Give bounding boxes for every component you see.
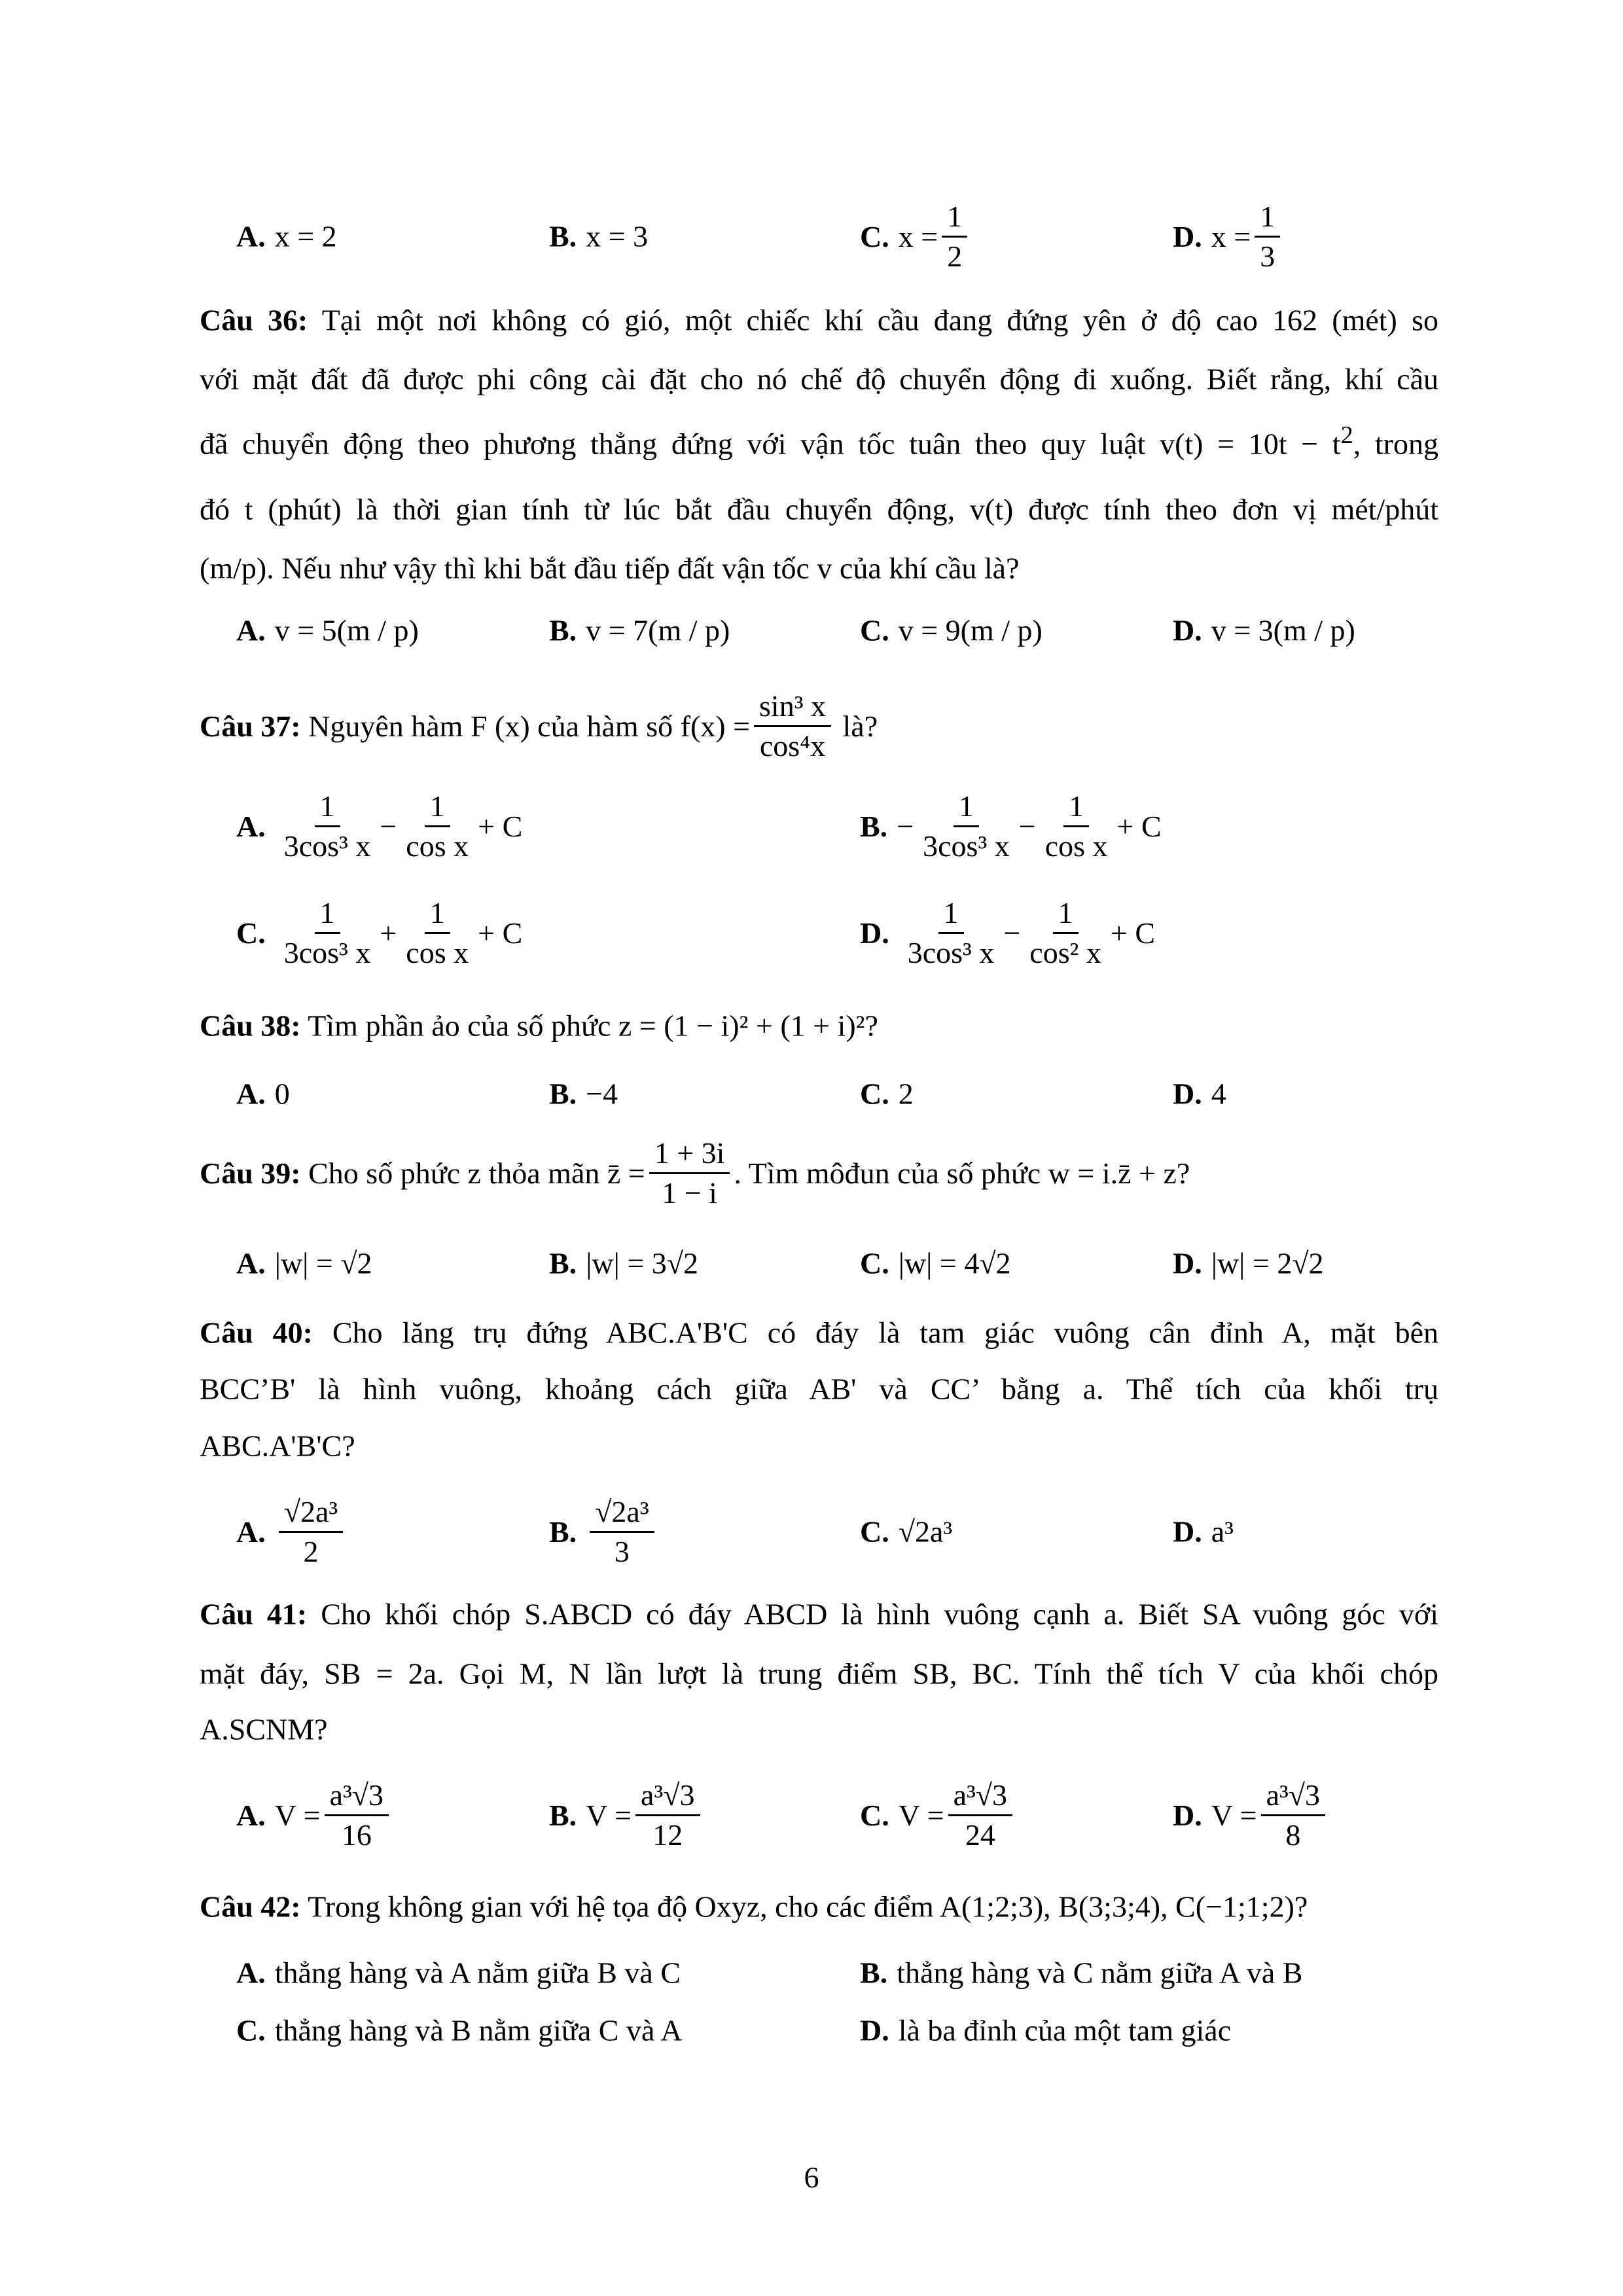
q37-option-d: D. $\frac{1}{\text{3cos³ x}}$ − $\frac{1}{\text{cos² x}}$ + C [860, 894, 1155, 971]
q36-option-d: D. v = 3(m / p) [1173, 613, 1355, 647]
q38-option-c: C. 2 [860, 1077, 914, 1111]
q40-options [200, 1492, 1438, 1571]
q36-line-5: (m/p). Nếu như vậy thì khi bắt đầu tiếp đất vận tốc v của khí cầu là? [200, 551, 1020, 585]
q36-line-4: đó t (phút) là thời gian tính từ lúc bắt đầu chuyển động, v(t) được tính theo đơn vị mét/phút [200, 492, 1438, 526]
question-number: Câu 39: [200, 1156, 301, 1190]
q37-option-b: B. − $\frac{1}{\text{3cos³ x}}$ − $\frac{1}{\text{cos x}}$ + C [860, 787, 1162, 865]
q39-option-b: B. |w| = 3√2 [549, 1246, 699, 1280]
q38-option-b: B. −4 [549, 1077, 618, 1111]
q37-options-cd [200, 893, 1438, 972]
fraction: $\frac{1}{\text{3cos³ x}}$ [918, 787, 1015, 865]
page-number: 6 [804, 2161, 819, 2194]
question-number: Câu 40: [200, 1316, 313, 1350]
q35-option-a: A. x = 2 [236, 219, 337, 253]
fraction: $\frac{1 + 3i}{1 - i}$ [649, 1134, 730, 1211]
fraction: $\frac{1}{\text{cos x}}$ [401, 787, 474, 865]
fraction: $\frac{1}{3}$ [1255, 198, 1280, 275]
q38-option-a: A. 0 [236, 1077, 290, 1111]
q37-option-a: A. $\frac{1}{\text{3cos³ x}}$ − $\frac{1}{\text{cos x}}$ + C [236, 787, 522, 865]
q36-line-3: đã chuyển động theo phương thẳng đứng với vận tốc tuân theo quy luật $v(t) = 10t - t^2$, trong [200, 422, 1438, 461]
fraction: $\frac{1}{\text{3cos³ x}}$ [279, 787, 376, 865]
q37-option-c: C. $\frac{1}{\text{3cos³ x}}$ + $\frac{1}{\text{cos x}}$ + C [236, 894, 522, 971]
fraction: $\frac{\text{√2a³}}{2}$ [279, 1493, 343, 1570]
q42-option-b: B. thẳng hàng và C nằm giữa A và B [860, 1956, 1303, 1990]
q36-option-b: B. v = 7(m / p) [549, 613, 730, 647]
fraction: $\frac{\text{a³√3}}{8}$ [1261, 1776, 1325, 1854]
q39-options [200, 1244, 1438, 1283]
q35-option-c: C. x = $\frac{1}{2}$ [860, 198, 971, 275]
q41-option-b: B. V = $\frac{\text{a³√3}}{12}$ [549, 1776, 704, 1854]
fraction: $\frac{1}{2}$ [942, 198, 967, 275]
q35-options [200, 200, 1438, 272]
q42-stem: Câu 42: Trong không gian với hệ tọa độ Oxyz, cho các điểm A(1;2;3), B(3;3;4), C(−1;1;2)? [200, 1890, 1308, 1924]
q37-stem: Câu 37: Nguyên hàm F (x) của hàm số f(x) = $\frac{\text{sin³ x}}{\text{cos⁴x}}$ là? [200, 687, 1438, 764]
q39-option-c: C. |w| = 4√2 [860, 1246, 1011, 1280]
q38-stem: Câu 38: Tìm phần ảo của số phức z = (1 − i)² + (1 + i)²? [200, 1009, 878, 1043]
q42-option-d: D. là ba đỉnh của một tam giác [860, 2013, 1232, 2047]
fraction: $\frac{\text{a³√3}}{24}$ [948, 1776, 1012, 1854]
velocity-formula: $v(t) = 10t - t^2$, trong [1160, 422, 1438, 461]
fraction: $\frac{1}{\text{cos x}}$ [1040, 787, 1113, 865]
q38-option-d: D. 4 [1173, 1077, 1226, 1111]
q36-option-c: C. v = 9(m / p) [860, 613, 1043, 647]
q41-line-1: Câu 41: Cho khối chóp S.ABCD có đáy ABCD là hình vuông cạnh a. Biết SA vuông góc với [200, 1597, 1438, 1631]
q41-line-2: mặt đáy, SB = 2a. Gọi M, N lần lượt là trung điểm SB, BC. Tính thể tích V của khối chóp [200, 1657, 1438, 1691]
q39-stem: Câu 39: Cho số phức z thỏa mãn z̄ = $\frac{1 + 3i}{1 - i}$ . Tìm môđun của số phức w = i.z̄ + z? [200, 1134, 1438, 1211]
q42-option-c: C. thẳng hàng và B nằm giữa C và A [236, 2013, 683, 2047]
q40-line-3: ABC.A'B'C? [200, 1429, 355, 1463]
fraction: $\frac{1}{\text{3cos³ x}}$ [279, 894, 376, 971]
q40-line-1: Câu 40: Cho lăng trụ đứng ABC.A'B'C có đáy là tam giác vuông cân đỉnh A, mặt bên [200, 1316, 1439, 1350]
fraction: $\frac{\text{a³√3}}{16}$ [325, 1776, 389, 1854]
question-number: Câu 38: [200, 1009, 301, 1043]
q40-option-c: C. √2a³ [860, 1515, 953, 1549]
q36-options [200, 611, 1438, 650]
q39-option-d: D. |w| = 2√2 [1173, 1246, 1324, 1280]
q35-option-d: D. x = $\frac{1}{3}$ [1173, 198, 1284, 275]
q38-options [200, 1074, 1438, 1113]
q40-line-2: BCC’B' là hình vuông, khoảng cách giữa AB' và CC’ bằng a. Thể tích của khối trụ [200, 1372, 1438, 1406]
q40-option-b: B. $\frac{\text{√2a³}}{3}$ [549, 1493, 658, 1570]
q40-option-d: D. a³ [1173, 1515, 1234, 1549]
q41-option-a: A. V = $\frac{\text{a³√3}}{16}$ [236, 1776, 393, 1854]
q41-option-c: C. V = $\frac{\text{a³√3}}{24}$ [860, 1776, 1016, 1854]
question-number: Câu 42: [200, 1890, 301, 1924]
q41-options [200, 1776, 1438, 1854]
fraction: $\frac{\text{√2a³}}{3}$ [590, 1493, 654, 1570]
q42-options-cd [200, 2011, 1438, 2050]
fraction: $\frac{1}{\text{cos² x}}$ [1024, 894, 1107, 971]
q40-option-a: A. $\frac{\text{√2a³}}{2}$ [236, 1493, 347, 1570]
q41-line-3: A.SCNM? [200, 1712, 328, 1746]
q36-line-1: Câu 36: Tại một nơi không có gió, một chiếc khí cầu đang đứng yên ở độ cao 162 (mét) so [200, 303, 1438, 337]
question-number: Câu 37: [200, 709, 301, 743]
fraction: $\frac{1}{\text{cos x}}$ [401, 894, 474, 971]
fraction: $\frac{\text{sin³ x}}{\text{cos⁴x}}$ [754, 687, 831, 764]
question-number: Câu 36: [200, 303, 308, 337]
q42-options-ab [200, 1953, 1438, 1992]
q37-options-ab [200, 787, 1438, 865]
q36-option-a: A. v = 5(m / p) [236, 613, 419, 647]
fraction: $\frac{1}{\text{3cos³ x}}$ [902, 894, 1000, 971]
fraction: $\frac{\text{a³√3}}{12}$ [635, 1776, 700, 1854]
q42-option-a: A. thẳng hàng và A nằm giữa B và C [236, 1956, 681, 1990]
q36-line-2: với mặt đất đã được phi công cài đặt cho nó chế độ chuyển động đi xuống. Biết rằng, khí cầu [200, 362, 1438, 396]
q35-option-b: B. x = 3 [549, 219, 649, 253]
question-number: Câu 41: [200, 1597, 308, 1631]
q41-option-d: D. V = $\frac{\text{a³√3}}{8}$ [1173, 1776, 1329, 1854]
q39-option-a: A. |w| = √2 [236, 1246, 372, 1280]
